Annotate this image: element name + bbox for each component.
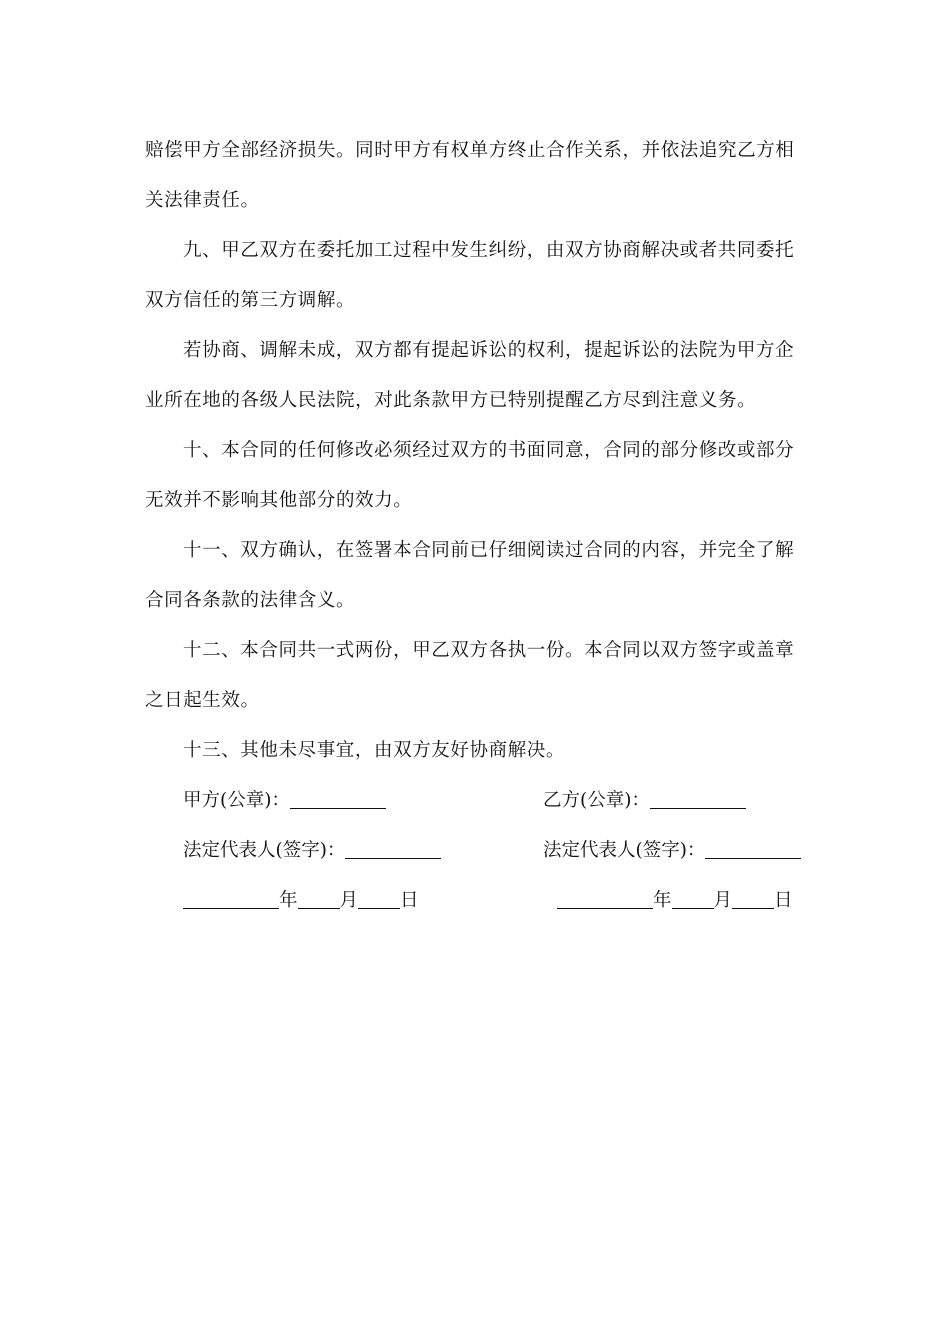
rep-a-label: 法定代表人(签字)： <box>183 840 346 861</box>
date-a-year-blank <box>183 890 279 909</box>
paragraph-line: 若协商、调解未成，双方都有提起诉讼的权利，提起诉讼的法院为甲方企 <box>183 340 795 361</box>
paragraph-line: 之日起生效。 <box>145 690 260 711</box>
date-a-month-label: 月 <box>339 890 359 911</box>
date-a-day-label: 日 <box>400 890 419 911</box>
party-b-seal-label: 乙方(公章)： <box>543 790 650 811</box>
rep-a-field <box>183 839 441 863</box>
rep-a-blank <box>345 840 441 859</box>
date-b-day-label: 日 <box>774 890 793 911</box>
paragraph-line: 无效并不影响其他部分的效力。 <box>145 490 413 511</box>
paragraph-line: 十三、其他未尽事宜，由双方友好协商解决。 <box>183 740 566 761</box>
date-b-day-blank <box>732 890 774 909</box>
paragraph-line: 业所在地的各级人民法院，对此条款甲方已特别提醒乙方尽到注意义务。 <box>145 390 757 411</box>
paragraph-line: 九、甲乙双方在委托加工过程中发生纠纷，由双方协商解决或者共同委托 <box>183 240 795 261</box>
paragraph-line: 赔偿甲方全部经济损失。同时甲方有权单方终止合作关系，并依法追究乙方相 <box>145 140 795 161</box>
paragraph-line: 合同各条款的法律含义。 <box>145 590 356 611</box>
paragraph-line: 十、本合同的任何修改必须经过双方的书面同意，合同的部分修改或部分 <box>183 440 795 461</box>
date-b-year-blank <box>557 890 653 909</box>
date-a-day-blank <box>358 890 400 909</box>
paragraph-line: 关法律责任。 <box>145 190 260 211</box>
party-a-seal-label: 甲方(公章)： <box>183 790 290 811</box>
party-b-seal-field <box>543 789 746 813</box>
date-a-month-blank <box>298 890 340 909</box>
date-b-field <box>557 889 793 913</box>
party-a-seal-field <box>183 789 386 813</box>
party-b-seal-blank <box>650 790 746 809</box>
paragraph-line: 十一、双方确认，在签署本合同前已仔细阅读过合同的内容，并完全了解 <box>183 540 795 561</box>
date-a-field <box>183 889 419 913</box>
rep-b-label: 法定代表人(签字)： <box>543 840 706 861</box>
rep-b-field <box>543 839 801 863</box>
date-b-year-label: 年 <box>653 890 672 911</box>
date-b-month-blank <box>672 890 714 909</box>
party-a-seal-blank <box>290 790 386 809</box>
paragraph-line: 双方信任的第三方调解。 <box>145 290 356 311</box>
date-b-month-label: 月 <box>713 890 733 911</box>
paragraph-line: 十二、本合同共一式两份，甲乙双方各执一份。本合同以双方签字或盖章 <box>183 640 795 661</box>
rep-b-blank <box>705 840 801 859</box>
date-a-year-label: 年 <box>279 890 298 911</box>
